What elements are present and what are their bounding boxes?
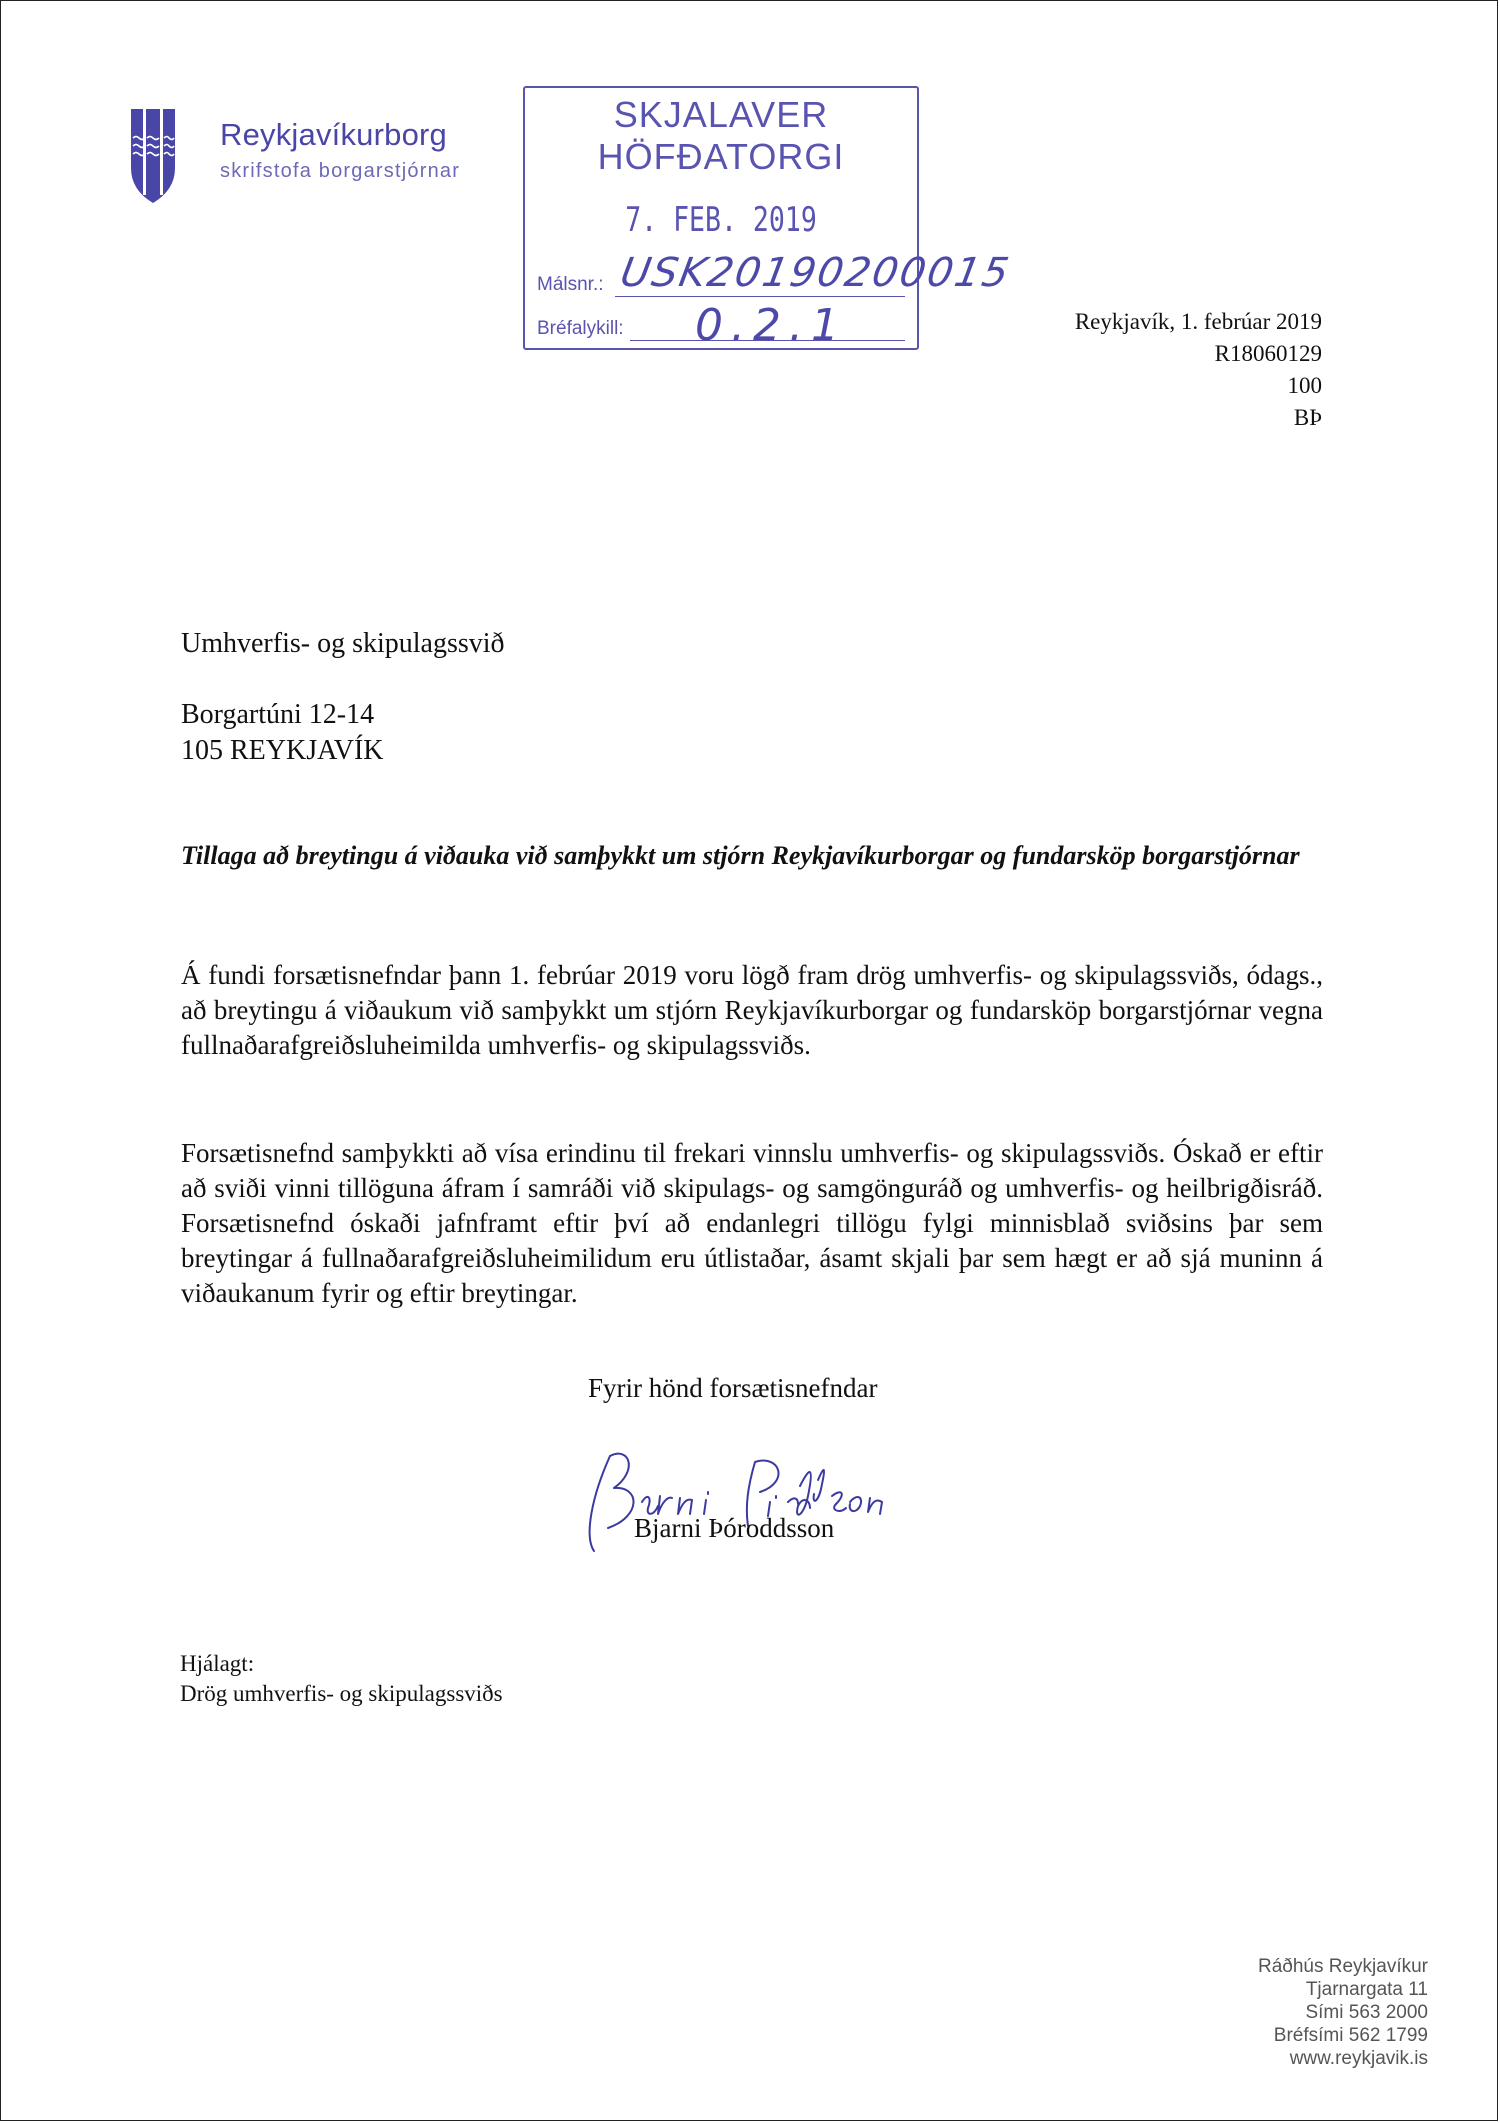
footer-line: Ráðhús Reykjavíkur [1257,1956,1428,1977]
org-name: Reykjavíkurborg [220,117,447,152]
recipient-name: Umhverfis- og skipulagssvið [181,628,505,659]
footer-line: www.reykjavik.is [1289,2048,1428,2069]
case-number: R18060129 [1214,341,1322,366]
reykjavik-shield-logo [130,108,176,204]
attachment-label: Hjálagt: [180,1651,255,1676]
attachment-item: Drög umhverfis- og skipulagssviðs [180,1681,503,1706]
stamp-date: 7. FEB. 2019 [625,200,817,240]
reference-block [1075,306,1322,434]
letter-subject: Tillaga að breytingu á viðauka við samþykkt um stjórn Reykjavíkurborgar og fundarsköp borgarstjórnar [181,841,1300,870]
footer-address [1258,1955,1428,2070]
stamp-case-label: Málsnr.: [537,274,604,295]
closing-on-behalf: Fyrir hönd forsætisnefndar [588,1373,878,1403]
recipient-city: 105 REYKJAVÍK [181,735,384,766]
footer-line: Tjarnargata 11 [1305,1979,1428,2000]
office-name: skrifstofa borgarstjórnar [220,160,461,182]
footer-line: Bréfsími 562 1799 [1273,2025,1428,2046]
place-date: Reykjavík, 1. febrúar 2019 [1074,309,1322,334]
sender-initials: BÞ [1293,405,1322,430]
archive-stamp [523,86,1014,351]
stamp-case-line [615,296,905,297]
body-paragraph: Forsætisnefnd samþykkti að vísa erindinu til frekari vinnslu umhverfis- og skipulagssviðs. Óskað er eftir að sviði vinni tillöguna áfram í samráði við skipulags- og samgönguráð og umhverfis- og heilbrigðisráð. Forsætisnefnd óskaði jafnframt eftir því að endanlegri tillögu fylgi minnisblað sviðsins þar sem breytingar á fullnaðarafgreiðsluheimilidum eru útlistaðar, ásamt skjali þar sem hægt er að sjá muninn á viðaukanum fyrir og eftir breytingar. [181,1138,1323,1308]
stamp-line-2: HÖFÐATORGI [597,136,845,177]
footer-line: Sími 563 2000 [1305,2002,1428,2023]
body-paragraph: Á fundi forsætisnefndar þann 1. febrúar 2019 voru lögð fram drög umhverfis- og skipulagssviðs, ódags., að breytingu á viðaukum við samþykkt um stjórn Reykjavíkurborgar og fundarsköp borgarstjórnar vegna fullnaðarafgreiðsluheimilda umhverfis- og skipulagssviðs. [181,960,1323,1060]
stamp-line-1: SKJALAVER [613,94,829,135]
reference-code: 100 [1287,373,1322,398]
signer-name: Bjarni Þóroddsson [634,1513,835,1543]
stamp-key-handwritten: 0.2.1 [695,300,847,351]
stamp-key-label: Bréfalykill: [537,318,624,339]
recipient-address [181,697,384,769]
stamp-case-number-handwritten: USK20190200015 [616,250,1014,296]
recipient-street: Borgartúni 12-14 [181,699,375,730]
handwritten-signature [580,1436,960,1566]
